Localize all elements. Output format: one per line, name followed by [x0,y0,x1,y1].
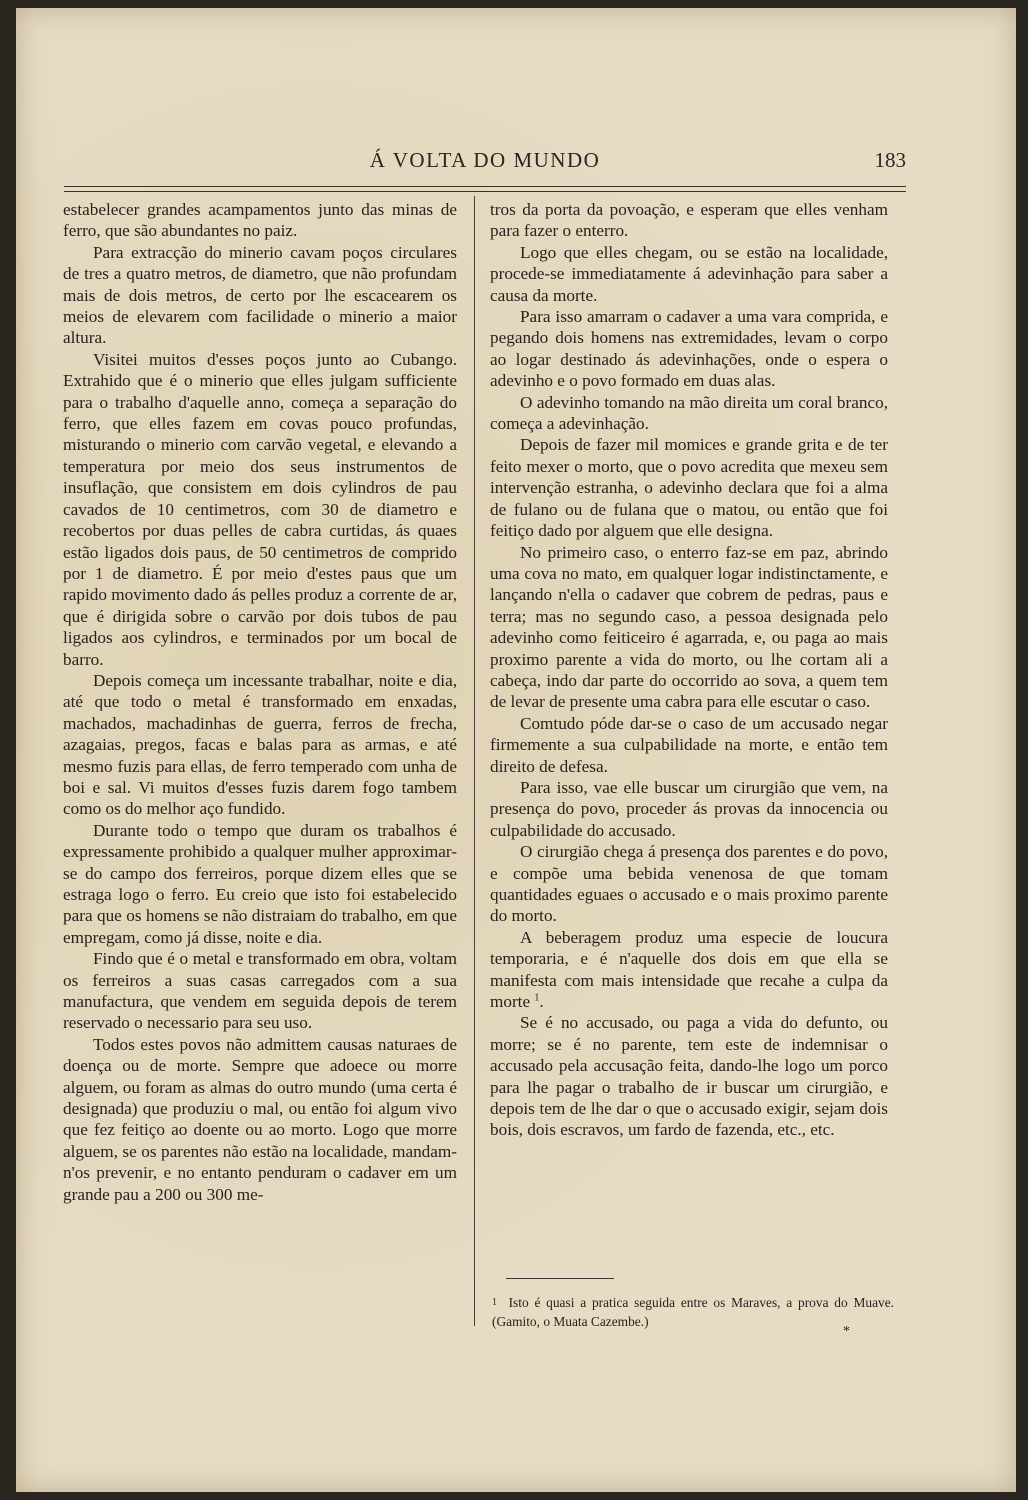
paragraph: Findo que é o metal e transformado em obra, voltam os ferreiros a suas casas carregados com a sua manufactura, que vendem em seguida depois de terem reservado o necessario para seu uso. [63,949,457,1033]
footnote-text: Isto é quasi a pratica seguida entre os Maraves, a prova do Muave. (Gamito, o Muata Cazembe.) [492,1295,894,1329]
paragraph: Depois começa um incessante trabalhar, noite e dia, até que todo o metal é transformado em enxadas, machados, machadinhas de guerra, ferros de frecha, azagaias, pregos, facas e balas para as armas, e até mesmo fuzis para ellas, de ferro temperado com unha de boi e sal. Vi muitos d'esses fuzis darem fogo tambem como os do melhor aço fundido. [63,670,457,819]
paragraph: Para extracção do minerio cavam poços circulares de tres a quatro metros, de diametro, que não profundam mais de dois metros, de certo por lhe escacearem os meios de elevarem com facilidade o minerio a maior altura. [63,242,457,348]
paragraph: Para isso, vae elle buscar um cirurgião que vem, na presença do povo, proceder ás provas da innocencia ou culpabilidade do accusado. [490,777,888,840]
paragraph: No primeiro caso, o enterro faz-se em paz, abrindo uma cova no mato, em qualquer logar indistinctamente, e lançando n'ella o cadaver que cobrem de pedras, paus e terra; mas no segundo caso, a pessoa designada pelo adevinho como feiticeiro é agarrada, e, ou paga ao mais proximo parente a vida do morto, ou lhe cortam ali a cabeça, indo dar parte do occorrido ao sova, a quem tem de levar de presente uma cabra para elle escutar o caso. [490,542,888,712]
paragraph: tros da porta da povoação, e esperam que elles venham para fazer o enterro. [490,200,888,241]
page-number: 183 [874,148,906,172]
header-double-rule [64,186,906,192]
paragraph: Se é no accusado, ou paga a vida do defunto, ou morre; se é no parente, tem este de indemnisar o accusado pela accusação feita, dando-lhe logo um porco para lhe pagar o trabalho de ir buscar um cirurgião, e depois tem de lhe dar o que o accusado exigir, sejam dois bois, dois escravos, um fardo de fazenda, etc., etc. [490,1013,888,1140]
paragraph: O adevinho tomando na mão direita um coral branco, começa a adevinhação. [490,392,888,434]
paragraph: Todos estes povos não admittem causas naturaes de doença ou de morte. Sempre que adoece ou morre alguem, ou foram as almas do outro mundo (uma certa é designada) que produziu o mal, ou então foi algum vivo que fez feitiço ao doente ou ao morto. Logo que morre alguem, se os parentes não estão na localidade, mandam-n'os prevenir, e no entanto penduram o cadaver em um grande pau a 200 ou 300 me- [63,1034,457,1204]
paragraph: Depois de fazer mil momices e grande grita e de ter feito mexer o morto, que o povo acredita que mexeu sem intervenção estranha, o adevinho declara que foi a alma de fulano ou de fulana que o matou, ou então que foi feitiço dado por alguem que elle designa. [490,435,888,541]
footnote [492,1293,894,1331]
footnote-mark: 1 [492,1297,497,1308]
running-title: Á VOLTA DO MUNDO [369,148,601,172]
left-column [63,199,457,1205]
column-divider [474,196,475,1326]
paragraph: Visitei muitos d'esses poços junto ao Cubango. Extrahido que é o minerio que elles julgam sufficiente para o trabalho d'aquelle anno, começa a separação do ferro, que elles fazem em covas pouco profundas, misturando o minerio com carvão vegetal, e elevando a temperatura por meio dos seus instrumentos de insuflação, que consistem em dois cylindros de pau cavados de 10 centimetros, com 30 de diametro e recobertos por duas pelles de cabra curtidas, ás quaes estão ligados dois paus, de 50 centimetros de comprido por 1 de diametro. É por meio d'estes paus que um rapido movimento dado ás pelles produz a corrente de ar, que é dirigida sobre o carvão por dois tubos de pau ligados aos cylindros, e terminados por um bocal de barro. [63,349,457,669]
book-page [16,8,1016,1492]
paragraph-text: A beberagem produz uma especie de loucura temporaria, e é n'aquelle dos dois em que ella se manifesta com mais intensidade que recahe a culpa da morte [490,927,888,1012]
asterisk-mark: * [843,1324,850,1339]
paragraph-with-footnote: A beberagem produz uma especie de loucura temporaria, e é n'aquelle dos dois em que ella se manifesta com mais intensidade que recahe a culpa da morte $^1$. [490,927,888,1012]
paragraph: Comtudo póde dar-se o caso de um accusado negar firmemente a sua culpabilidade na morte, e então tem direito de defesa. [490,713,888,776]
paragraph: Para isso amarram o cadaver a uma vara comprida, e pegando dois homens nas extremidades, levam o corpo ao logar destinado ás adevinhações, onde o espera o adevinho e o povo formado em duas alas. [490,307,888,391]
paragraph: Durante todo o tempo que duram os trabalhos é expressamente prohibido a qualquer mulher approximar-se do campo dos ferreiros, porque dizem elles que se estraga logo o ferro. Eu creio que isto foi estabelecido para que os homens se não distraiam do trabalho, em que empregam, como já disse, noite e dia. [63,820,457,947]
paragraph: estabelecer grandes acampamentos junto das minas de ferro, que são abundantes no paiz. [63,200,457,241]
paragraph: Logo que elles chegam, ou se estão na localidade, procede-se immediatamente á adevinhação para saber a causa da morte. [490,242,888,305]
running-header [64,148,906,184]
footnote-rule [506,1278,614,1279]
footnote-reference: 1 [534,992,540,1004]
paragraph: O cirurgião chega á presença dos parentes e do povo, e compõe uma bebida venenosa de que tomam quantidades eguaes o accusado e o mais proximo parente do morto. [490,842,888,926]
right-column [490,199,888,1141]
